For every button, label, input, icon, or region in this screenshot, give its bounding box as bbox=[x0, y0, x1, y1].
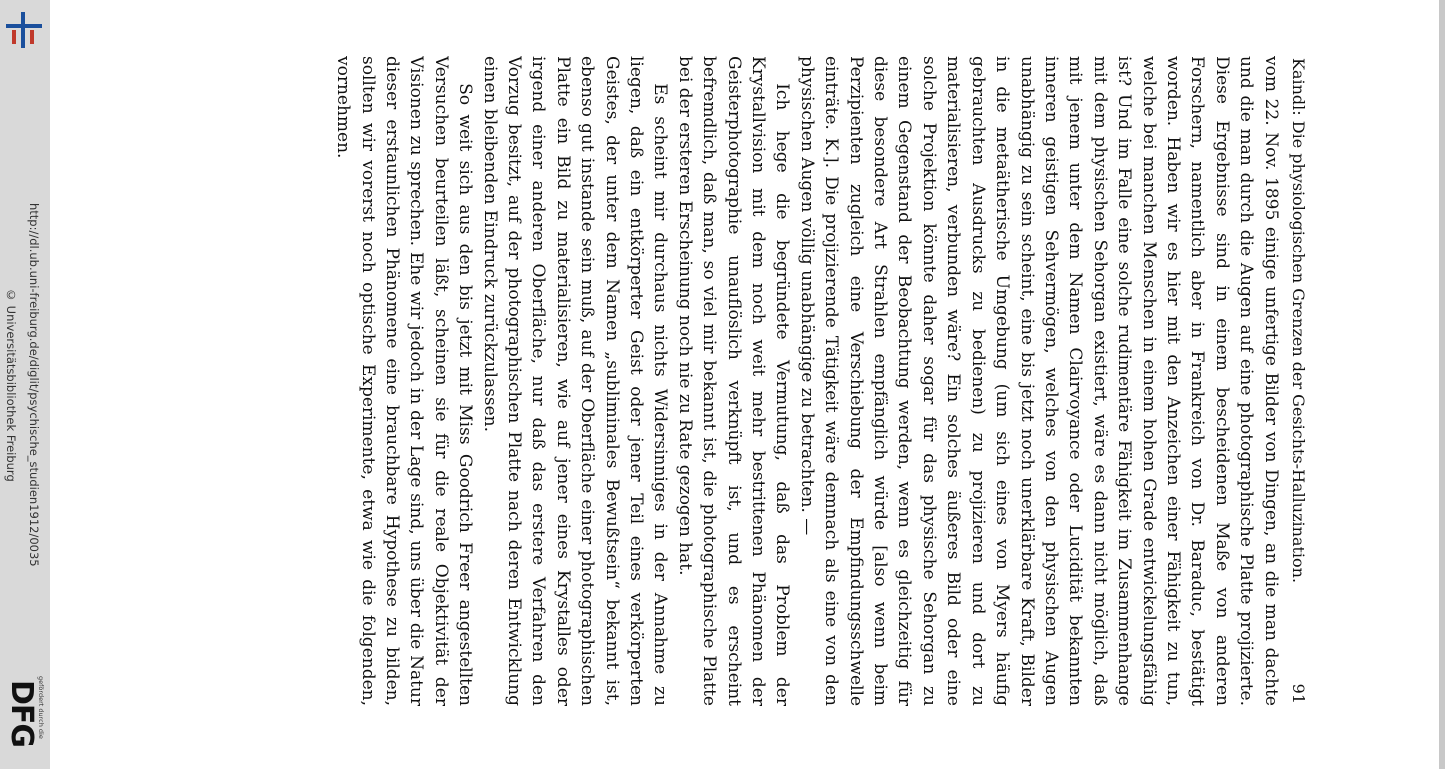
source-url[interactable]: http://dl.ub.uni-freiburg.de/diglit/psychische_studien1912/0035 bbox=[27, 202, 41, 567]
running-head-title: Kaindl: Die physiologischen Grenzen der Gesichts-Halluzination. bbox=[1289, 58, 1308, 584]
page-number: 91 bbox=[1289, 683, 1308, 704]
dfg-logo-text: DFG bbox=[4, 680, 39, 748]
page-text bbox=[200, 56, 1310, 706]
copyright-notice: © Universitätsbibliothek Freiburg bbox=[4, 287, 18, 482]
paragraph: vom 22. Nov. 1895 einige unfertige Bilder von Dingen, an die man dachte und die man durch die Augen auf eine photographische Platte projizierte. Diese Ergebnisse sind in einem bescheidenen Maße von anderen Forschern, namentlich aber in Frankreich von Dr. Baraduc, bestätigt worden. Haben wir es hier mit den Anzeichen einer Fähigkeit zu tun, welche bei manchen Menschen in einem hohen Grade entwickelungsfähig ist? Und im Falle eine solche rudimentäre Fähigkeit im Zusammenhange mit dem physischen Sehorgan existiert, wäre es dann nicht möglich, daß mit jenem unter dem Namen Clairvoyance oder Lucidität bekannten inneren geistigen Sehvermögen, welches von den physischen Augen unabhängig zu sein scheint, eine bis jetzt noch unerklärbare Kraft, Bilder in die metaätherische Umgebung (um sich eines von Myers häufig gebrauchten Ausdrucks zu bedienen) zu projizieren und dort zu materialisieren, verbunden wäre? Ein solches äußeres Bild oder eine solche Projektion könnte daher sogar für das physische Sehorgan zu einem Gegenstand der Beobachtung werden, wenn es gleichzeitig für diese besondere Art Strahlen empfänglich würde [also wenn beim Perzipienten zugleich eine Verschiebung der Empfindungsschwelle einträte. K.]. Die projizierende Tätigkeit wäre demnach als eine von den physischen Augen völlig unabhängige zu betrachten. — bbox=[796, 56, 1281, 706]
paragraph: Es scheint mir durchaus nichts Widersinniges in der Annahme zu liegen, daß ein entkörperter Geist oder jener Teil eines verkörperten Geistes, der unter dem Namen „subliminales Bewußtsein“ bekannt ist, ebenso gut instande sein muß, auf der Oberfläche einer photographischen Platte ein Bild zu materialisieren, wie auf jener eines Krystalles oder irgend einer anderen Oberfläche, nur daß das erstere Verfahren den Vorzug besitzt, auf der photographischen Platte nach deren Entwicklung einen bleibenden Eindruck zurückzulassen. bbox=[479, 56, 671, 706]
viewer-sidebar bbox=[0, 0, 50, 769]
copyright-container bbox=[4, 0, 18, 769]
paragraph: Ich hege die begründete Vermutung, daß das Problem der Krystallvision mit dem noch weit mehr bestrittenen Phänomen der Geisterphotographie unauflöslich verknüpft ist, und es erscheint befremdlich, daß man, so viel mir bekannt ist, die photographische Platte bei der ersteren Erscheinung noch nie zu Rate gezogen hat. bbox=[674, 56, 793, 706]
viewer-edge bbox=[1439, 0, 1445, 769]
running-head bbox=[1286, 58, 1310, 704]
dfg-logo[interactable] bbox=[2, 676, 48, 762]
paragraph: So weit sich aus den bis jetzt mit Miss Goodrich Freer angestellten Versuchen beurteilen läßt, scheinen sie für die reale Objektivität der Visionen zu sprechen. Ehe wir jedoch in der Lage sind, uns über die Natur dieser erstaunlichen Phänomene eine brauchbare Hypothese zu bilden, sollten wir vorerst noch optische Experimente, etwa wie die folgenden, vornehmen. bbox=[333, 56, 476, 706]
source-url-container bbox=[27, 0, 41, 769]
funding-note: gefördert durch die bbox=[37, 676, 45, 739]
scanned-page bbox=[200, 56, 1310, 706]
